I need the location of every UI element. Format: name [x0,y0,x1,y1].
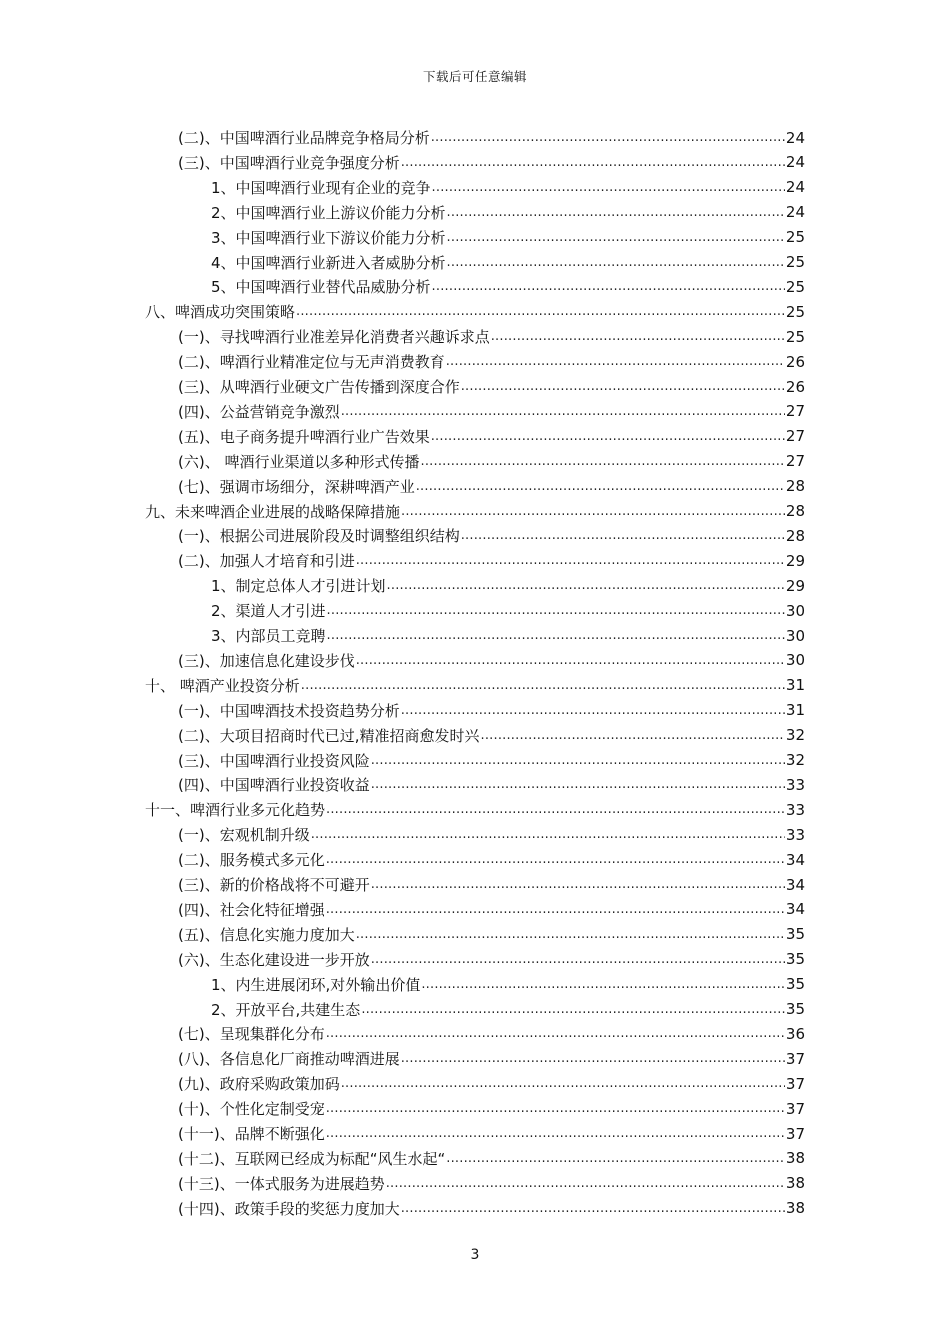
dot-leader [301,673,785,698]
toc-entry[interactable] [178,125,805,150]
toc-entry[interactable] [178,748,805,773]
toc-entry-page-number: 30 [785,626,805,645]
toc-entry-title: 八、啤酒成功突围策略 [145,303,296,322]
dot-leader [461,374,785,399]
dot-leader [387,573,785,598]
toc-entry-title: (八)、各信息化厂商推动啤酒进展 [178,1050,400,1069]
toc-entry-page-number: 31 [785,701,805,720]
toc-entry[interactable] [178,648,805,673]
toc-entry[interactable] [178,349,805,374]
dot-leader [401,150,785,175]
toc-entry[interactable] [178,523,805,548]
dot-leader [326,847,785,872]
dot-leader [386,1171,785,1196]
dot-leader [416,474,785,499]
dot-leader [401,698,785,723]
toc-entry-title: (一)、宏观机制升级 [178,826,310,845]
dot-leader [356,548,785,573]
toc-entry[interactable] [178,897,805,922]
toc-entry-page-number: 35 [785,925,805,944]
dot-leader [371,772,785,797]
toc-entry-title: 十、 啤酒产业投资分析 [145,676,300,695]
toc-entry-title: (十二)、互联网已经成为标配“风生水起“ [178,1149,446,1168]
toc-entry-page-number: 33 [785,825,805,844]
toc-entry[interactable] [178,424,805,449]
toc-entry-page-number: 25 [785,302,805,321]
toc-entry[interactable] [178,449,805,474]
toc-entry[interactable] [178,548,805,573]
toc-entry-page-number: 32 [785,726,805,745]
toc-entry-title: (二)、加强人才培育和引进 [178,552,355,571]
dot-leader [371,748,785,773]
toc-entry[interactable] [178,723,805,748]
dot-leader [447,225,785,250]
toc-entry-page-number: 33 [785,775,805,794]
toc-entry-title: (五)、电子商务提升啤酒行业广告效果 [178,427,430,446]
toc-entry-page-number: 37 [785,1074,805,1093]
toc-entry-title: (三)、从啤酒行业硬文广告传播到深度合作 [178,378,460,396]
toc-entry-page-number: 30 [785,601,805,620]
toc-entry[interactable] [178,1171,805,1196]
toc-entry-page-number: 35 [785,950,805,969]
dot-leader [432,175,785,200]
dot-leader [420,449,784,474]
dot-leader [361,997,785,1022]
toc-entry-page-number: 24 [785,153,805,172]
toc-entry-title: 3、中国啤酒行业下游议价能力分析 [211,228,446,247]
toc-entry[interactable] [178,1121,805,1146]
toc-entry-title: 2、开放平台,共建生态 [211,1000,361,1019]
toc-entry-title: 十一、啤酒行业多元化趋势 [145,801,326,820]
toc-entry[interactable] [178,1071,805,1096]
toc-entry-page-number: 26 [785,352,805,371]
dot-leader [446,349,785,374]
toc-entry-title: (十三)、一体式服务为进展趋势 [178,1174,385,1193]
toc-entry[interactable] [178,150,805,175]
toc-entry-title: (一)、中国啤酒技术投资趋势分析 [178,701,400,720]
toc-entry-page-number: 25 [785,228,805,247]
toc-entry[interactable] [211,573,805,598]
toc-entry[interactable] [178,374,805,399]
toc-entry-page-number: 31 [785,676,805,695]
toc-entry-title: 3、内部员工竞聘 [211,627,326,645]
toc-entry-title: (一)、寻找啤酒行业准差异化消费者兴趣诉求点 [178,328,490,347]
dot-leader [326,1096,785,1121]
dot-leader [341,1071,785,1096]
dot-leader [446,1146,785,1171]
toc-entry-title: (三)、中国啤酒行业投资风险 [178,751,370,770]
toc-entry-title: (三)、中国啤酒行业竞争强度分析 [178,153,400,172]
toc-entry-title: (七)、呈现集群化分布 [178,1025,325,1044]
toc-entry[interactable] [211,274,805,299]
toc-entry-title: (四)、公益营销竞争激烈 [178,402,340,421]
dot-leader [356,922,785,947]
toc-entry-page-number: 28 [785,526,805,545]
dot-leader [431,424,785,449]
dot-leader [491,324,785,349]
toc-entry-page-number: 29 [785,576,805,595]
toc-entry[interactable] [178,1096,805,1121]
toc-entry-page-number: 30 [785,651,805,670]
toc-entry-title: (十)、个性化定制受宠 [178,1100,325,1119]
dot-leader [431,125,785,150]
toc-entry-title: 1、制定总体人才引进计划 [211,577,386,596]
toc-entry-title: (四)、社会化特征增强 [178,900,325,919]
dot-leader [326,797,785,822]
dot-leader [311,822,785,847]
toc-entry-title: 1、中国啤酒行业现有企业的竞争 [211,178,431,197]
toc-entry-page-number: 32 [785,751,805,769]
dot-leader [480,723,784,748]
toc-entry-title: (七)、强调市场细分，深耕啤酒产业 [178,477,415,496]
toc-entry-page-number: 34 [785,900,805,919]
toc-entry[interactable] [178,822,805,847]
toc-entry-page-number: 28 [785,502,805,520]
toc-entry[interactable] [211,175,805,200]
toc-entry-page-number: 33 [785,800,805,819]
toc-entry-title: 1、内生进展闭环,对外输出价值 [211,975,421,994]
page-header: 下载后可任意编辑 [422,69,527,84]
dot-leader [447,200,785,225]
dot-leader [296,299,785,324]
toc-entry[interactable] [178,1021,805,1046]
toc-entry-page-number: 37 [785,1099,805,1118]
toc-entry-title: (九)、政府采购政策加码 [178,1075,340,1094]
dot-leader [371,872,785,897]
toc-entry[interactable] [178,698,805,723]
toc-entry-title: (三)、加速信息化建设步伐 [178,651,355,670]
toc-entry-page-number: 38 [785,1149,805,1168]
toc-entry-page-number: 25 [785,253,805,271]
toc-entry-page-number: 24 [785,203,805,222]
dot-leader [327,598,785,623]
toc-entry[interactable] [211,997,805,1022]
toc-entry[interactable] [145,499,805,524]
toc-entry[interactable] [178,474,805,499]
toc-entry-title: (二)、啤酒行业精准定位与无声消费教育 [178,353,445,372]
toc-entry[interactable] [178,324,805,349]
toc-entry[interactable] [178,1196,805,1221]
dot-leader [327,623,785,648]
toc-entry[interactable] [178,772,805,797]
toc-entry[interactable] [178,872,805,897]
toc-entry[interactable] [211,250,805,275]
dot-leader [432,274,785,299]
toc-entry-title: 5、中国啤酒行业替代品威胁分析 [211,278,431,297]
toc-entry[interactable] [178,947,805,972]
dot-leader [401,499,785,524]
toc-entry-title: 2、中国啤酒行业上游议价能力分析 [211,203,446,222]
toc-entry[interactable] [145,673,805,698]
toc-entry[interactable] [178,922,805,947]
toc-entry-title: 九、未来啤酒企业进展的战略保障措施 [145,502,401,521]
toc-entry[interactable] [211,225,805,250]
toc-entry-title: (二)、大项目招商时代已过,精准招商愈发时兴 [178,726,480,745]
toc-entry-page-number: 26 [785,377,805,396]
toc-entry-page-number: 27 [785,452,805,471]
toc-entry[interactable] [178,1046,805,1071]
page-number: 3 [470,1247,480,1263]
dot-leader [461,523,785,548]
toc-entry-page-number: 29 [785,551,805,570]
toc-entry[interactable] [211,623,805,648]
toc-entry-page-number: 25 [785,277,805,296]
toc-entry[interactable] [145,797,805,822]
dot-leader [326,897,785,922]
toc-entry-page-number: 28 [785,477,805,496]
toc-entry-page-number: 25 [785,327,805,346]
toc-entry-title: (十四)、政策手段的奖惩力度加大 [178,1199,400,1218]
toc-entry-title: (四)、中国啤酒行业投资收益 [178,776,370,795]
toc-entry-page-number: 38 [785,1199,805,1218]
toc-entry-page-number: 36 [785,1024,805,1043]
toc-entry[interactable] [178,847,805,872]
dot-leader [421,972,785,997]
toc-entry-page-number: 38 [785,1174,805,1193]
dot-leader [371,947,785,972]
toc-entry-page-number: 27 [785,402,805,421]
toc-entry-page-number: 27 [785,427,805,446]
toc-entry[interactable] [178,399,805,424]
toc-entry-title: 2、渠道人才引进 [211,602,326,621]
toc-entry-title: (五)、信息化实施力度加大 [178,925,355,944]
dot-leader [401,1196,785,1221]
toc-entry-page-number: 37 [785,1124,805,1143]
toc-entry[interactable] [178,1146,805,1171]
toc-entry[interactable] [145,299,805,324]
toc-entry-title: (十一)、品牌不断强化 [178,1125,325,1143]
dot-leader [341,399,785,424]
toc-entry-title: (二)、服务模式多元化 [178,851,325,870]
toc-entry-title: (二)、中国啤酒行业品牌竞争格局分析 [178,129,430,147]
dot-leader [401,1046,785,1071]
toc-entry-title: (三)、新的价格战将不可避开 [178,876,370,894]
dot-leader [356,648,785,673]
toc-entry-title: (一)、根据公司进展阶段及时调整组织结构 [178,527,460,546]
toc-entry-title: (六)、 啤酒行业渠道以多种形式传播 [178,452,420,471]
toc-entry-title: (六)、生态化建设进一步开放 [178,950,370,969]
toc-entry-page-number: 34 [785,875,805,894]
toc-entry-page-number: 35 [785,975,805,994]
toc-entry-page-number: 35 [785,1000,805,1018]
toc-entry-page-number: 34 [785,850,805,869]
toc-entry-page-number: 24 [785,178,805,197]
toc-entry[interactable] [211,972,805,997]
dot-leader [326,1121,785,1146]
toc-entry[interactable] [211,200,805,225]
toc-entry-page-number: 37 [785,1049,805,1068]
toc-entry-page-number: 24 [785,128,805,147]
toc-entry-title: 4、中国啤酒行业新进入者威胁分析 [211,253,446,272]
dot-leader [447,250,785,275]
toc-entry[interactable] [211,598,805,623]
dot-leader [326,1021,785,1046]
